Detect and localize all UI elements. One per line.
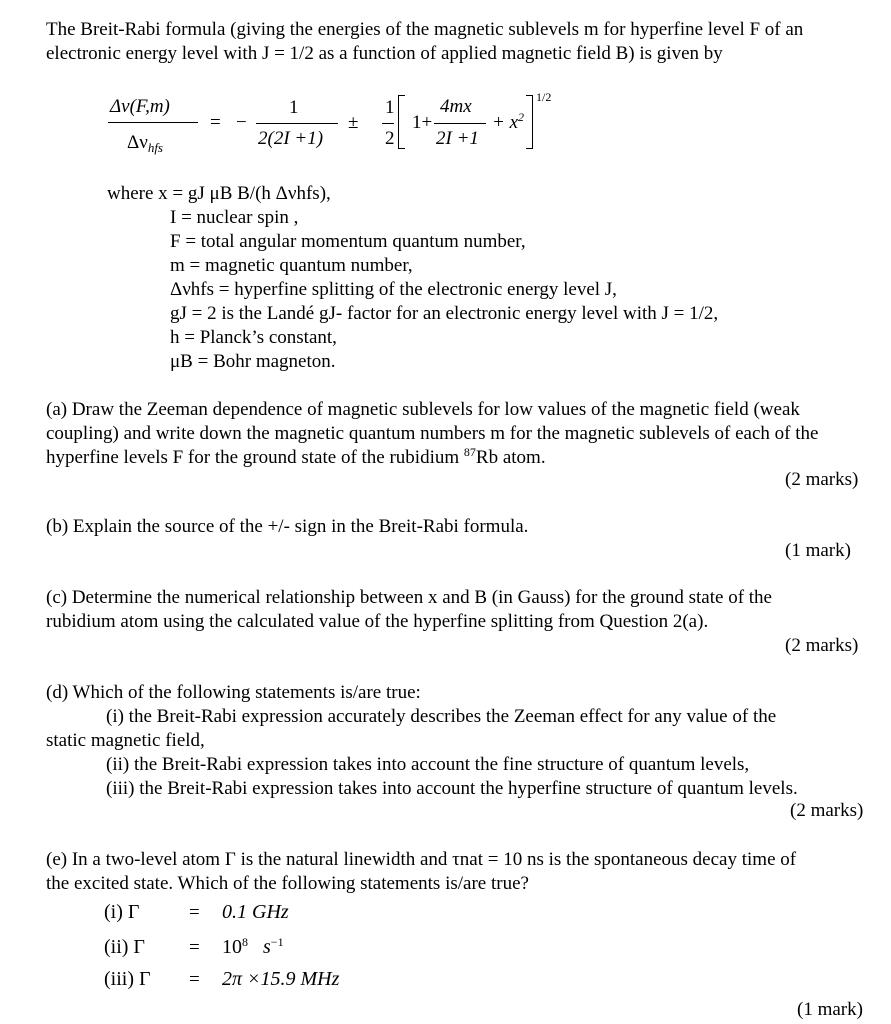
plus-x-squared [492, 110, 525, 133]
question-c-marks: (2 marks) [785, 635, 859, 656]
question-d-marks: (2 marks) [790, 800, 864, 821]
option-ii-base: 10 [222, 936, 242, 958]
definition-muB: μB = Bohr magneton. [170, 351, 336, 372]
question-e-line-1: (e) In a two-level atom Γ is the natural linewidth and τnat = 10 ns is the spontaneous decay time of [46, 849, 797, 870]
term2-numerator: 4mx [440, 96, 472, 117]
question-b-marks: (1 mark) [785, 540, 851, 561]
lhs-denominator [127, 132, 163, 155]
term2-denominator: 2I +1 [436, 128, 479, 149]
half-numerator: 1 [385, 97, 395, 118]
term1-fraction-bar [256, 123, 338, 124]
question-d-option-iii: (iii) the Breit-Rabi expression takes into account the hyperfine structure of quantum levels. [106, 778, 798, 799]
definition-h: h = Planck’s constant, [170, 327, 337, 348]
question-e-line-2: the excited state. Which of the following statements is/are true? [46, 873, 529, 894]
definition-x: where x = gJ μB B/(h Δνhfs), [107, 183, 331, 204]
option-ii-exponent: 8 [242, 935, 248, 949]
question-e-option-ii [104, 937, 145, 957]
question-a-line-3-end: Rb atom. [475, 447, 546, 468]
intro-line-1: The Breit-Rabi formula (giving the energies of the magnetic sublevels m for hyperfine level F of an [46, 19, 804, 40]
lhs-den-symbol: Δν [127, 132, 148, 153]
term1-numerator: 1 [289, 97, 299, 118]
minus-sign: − [236, 112, 247, 133]
one-plus: 1+ [412, 112, 433, 133]
question-d-line-1: (d) Which of the following statements is/are true: [46, 682, 421, 703]
option-iii-value: 2π ×15.9 MHz [222, 968, 340, 990]
question-e-option-i [104, 902, 139, 922]
right-bracket [526, 95, 533, 149]
question-d-option-i-cont: static magnetic field, [46, 730, 205, 751]
definition-gJ: gJ = 2 is the Landé gJ- factor for an electronic energy level with J = 1/2, [170, 303, 719, 324]
question-a-line-2: coupling) and write down the magnetic quantum numbers m for the magnetic sublevels of each of the [46, 423, 819, 444]
question-a-marks: (2 marks) [785, 469, 859, 490]
option-iii-equals: = [189, 969, 200, 990]
option-i-label: (i) Γ [104, 901, 140, 923]
option-ii-unit-exponent: −1 [270, 935, 284, 949]
plus-minus-sign: ± [348, 112, 359, 133]
question-d-option-ii: (ii) the Breit-Rabi expression takes into account the fine structure of quantum levels, [106, 754, 750, 775]
option-iii-label: (iii) Γ [104, 968, 151, 990]
question-d-option-i: (i) the Breit-Rabi expression accurately describes the Zeeman effect for any value of the [106, 706, 777, 727]
question-c-line-2: rubidium atom using the calculated value of the hyperfine splitting from Question 2(a). [46, 611, 709, 632]
lhs-fraction-bar [108, 122, 198, 123]
left-bracket [398, 95, 405, 149]
term2-fraction-bar [434, 123, 486, 124]
definition-dnu-hfs: Δνhfs = hyperfine splitting of the electronic energy level J, [170, 279, 617, 300]
power-one-half: 1/2 [536, 90, 552, 104]
question-e-marks: (1 mark) [797, 999, 863, 1020]
lhs-den-subscript: hfs [147, 140, 163, 155]
option-ii-value [222, 937, 284, 957]
lhs-numerator: Δν(F,m) [110, 96, 170, 117]
plus-x: + x [492, 112, 519, 133]
question-b-line-1: (b) Explain the source of the +/- sign in the Breit-Rabi formula. [46, 516, 529, 537]
definition-m: m = magnetic quantum number, [170, 255, 413, 276]
intro-line-2: electronic energy level with J = 1/2 as a function of applied magnetic field B) is given by [46, 43, 723, 64]
option-ii-label: (ii) Γ [104, 936, 145, 958]
question-a-line-3-text: hyperfine levels F for the ground state of the rubidium [46, 447, 464, 468]
option-i-value: 0.1 GHz [222, 901, 289, 923]
option-i-equals: = [189, 902, 200, 923]
question-a-line-1: (a) Draw the Zeeman dependence of magnetic sublevels for low values of the magnetic field (weak [46, 399, 800, 420]
question-a-line-3 [46, 445, 546, 468]
question-e-option-iii [104, 969, 151, 989]
definition-I: I = nuclear spin , [170, 207, 299, 228]
half-fraction-bar [382, 123, 394, 124]
question-c-line-1: (c) Determine the numerical relationship between x and B (in Gauss) for the ground state of the [46, 587, 772, 608]
term1-denominator: 2(2I +1) [258, 128, 324, 149]
isotope-superscript: 87 [463, 445, 476, 459]
option-ii-equals: = [189, 937, 200, 958]
option-ii-unit: s [263, 936, 271, 958]
equals-sign: = [210, 112, 221, 133]
x-exponent: 2 [518, 110, 525, 124]
half-denominator: 2 [385, 128, 395, 149]
definition-F: F = total angular momentum quantum number, [170, 231, 526, 252]
